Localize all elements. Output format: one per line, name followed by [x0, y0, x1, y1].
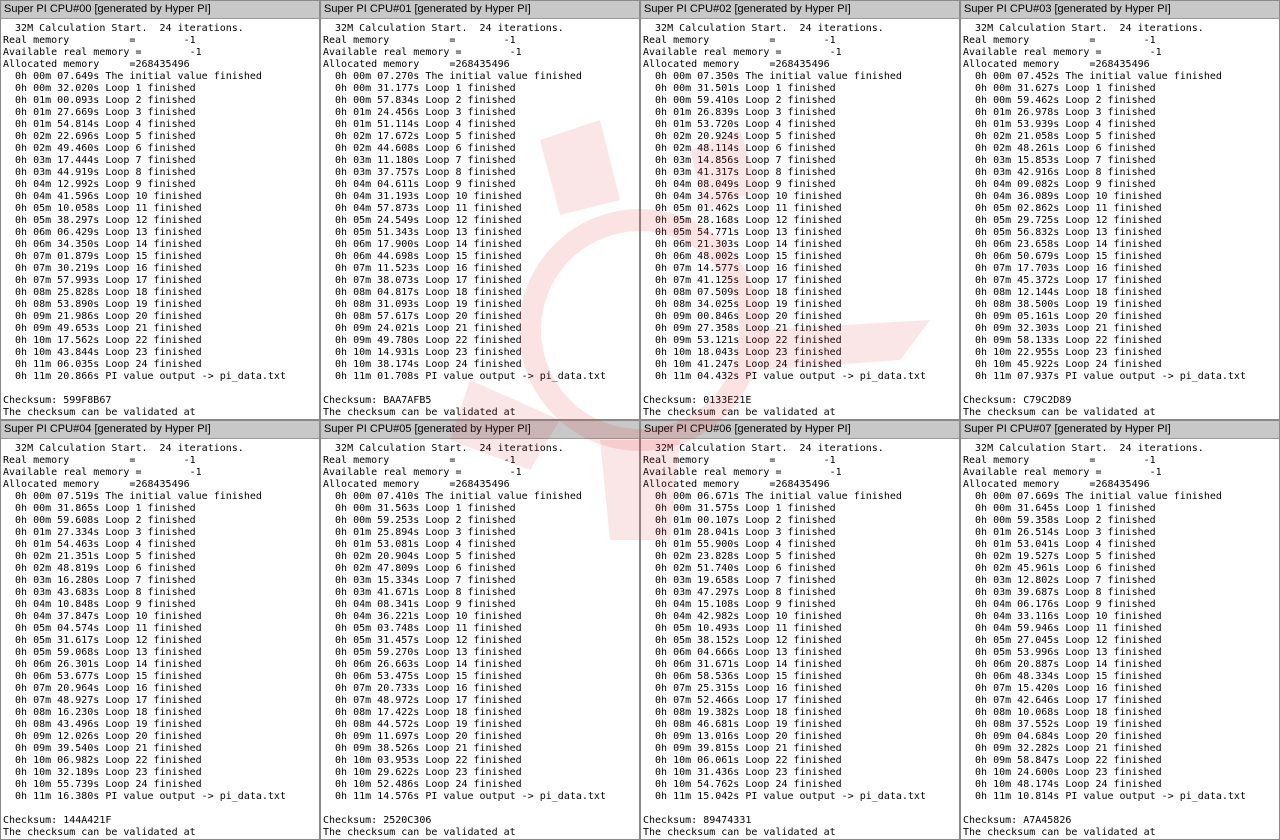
- log-line: 0h 03m 17.444s Loop 7 finished: [3, 155, 196, 166]
- log-line: 0h 11m 10.814s PI value output -> pi_data.txt: [963, 791, 1246, 802]
- super-pi-window-cpu6[interactable]: [640, 420, 960, 840]
- log-line: 0h 02m 45.961s Loop 6 finished: [963, 563, 1156, 574]
- window-titlebar[interactable]: Super PI CPU#01 [generated by Hyper PI]: [321, 1, 639, 19]
- log-line: 0h 08m 07.509s Loop 18 finished: [643, 287, 842, 298]
- log-line: 0h 00m 59.410s Loop 2 finished: [643, 95, 836, 106]
- log-line: 0h 06m 48.002s Loop 15 finished: [643, 251, 842, 262]
- log-header-line: Real memory = -1: [323, 455, 516, 466]
- log-line: 0h 08m 37.552s Loop 19 finished: [963, 719, 1162, 730]
- checksum-note-line: The checksum can be validated at: [323, 407, 516, 418]
- log-line: 0h 08m 16.230s Loop 18 finished: [3, 707, 202, 718]
- log-line: 0h 00m 31.645s Loop 1 finished: [963, 503, 1156, 514]
- blank-line: [963, 383, 1279, 395]
- log-line: 0h 07m 20.733s Loop 16 finished: [323, 683, 522, 694]
- log-line: 0h 11m 06.035s Loop 24 finished: [3, 359, 202, 370]
- log-header-line: Allocated memory =268435496: [323, 59, 510, 70]
- log-line: 0h 00m 07.452s The initial value finished: [963, 71, 1222, 82]
- log-line: 0h 01m 26.514s Loop 3 finished: [963, 527, 1156, 538]
- log-line: 0h 11m 16.380s PI value output -> pi_data.txt: [3, 791, 286, 802]
- log-line: 0h 00m 31.575s Loop 1 finished: [643, 503, 836, 514]
- window-titlebar[interactable]: Super PI CPU#00 [generated by Hyper PI]: [1, 1, 319, 19]
- log-line: 0h 05m 10.493s Loop 11 finished: [643, 623, 842, 634]
- log-line: 0h 06m 48.334s Loop 15 finished: [963, 671, 1162, 682]
- window-titlebar[interactable]: Super PI CPU#07 [generated by Hyper PI]: [961, 421, 1279, 439]
- log-header-line: Real memory = -1: [643, 455, 836, 466]
- log-line: 0h 06m 23.658s Loop 14 finished: [963, 239, 1162, 250]
- log-line: 0h 04m 33.116s Loop 10 finished: [963, 611, 1162, 622]
- log-line: 0h 07m 01.879s Loop 15 finished: [3, 251, 202, 262]
- log-header-line: Available real memory = -1: [643, 47, 842, 58]
- log-line: 0h 09m 32.282s Loop 21 finished: [963, 743, 1162, 754]
- log-line: 0h 06m 06.429s Loop 13 finished: [3, 227, 202, 238]
- super-pi-window-cpu3[interactable]: [960, 0, 1280, 420]
- log-line: 0h 10m 52.486s Loop 24 finished: [323, 779, 522, 790]
- log-line: 0h 06m 53.677s Loop 15 finished: [3, 671, 202, 682]
- log-line: 0h 03m 37.757s Loop 8 finished: [323, 167, 516, 178]
- blank-line: [3, 383, 319, 395]
- log-line: 0h 10m 32.189s Loop 23 finished: [3, 767, 202, 778]
- log-header-line: 32M Calculation Start. 24 iterations.: [3, 23, 244, 34]
- log-line: 0h 04m 36.089s Loop 10 finished: [963, 191, 1162, 202]
- log-line: 0h 03m 15.853s Loop 7 finished: [963, 155, 1156, 166]
- log-header-line: Real memory = -1: [963, 35, 1156, 46]
- log-line: 0h 06m 31.671s Loop 14 finished: [643, 659, 842, 670]
- log-line: 0h 10m 14.931s Loop 23 finished: [323, 347, 522, 358]
- log-line: 0h 10m 22.955s Loop 23 finished: [963, 347, 1162, 358]
- log-header-line: Real memory = -1: [3, 455, 196, 466]
- log-line: 0h 05m 59.270s Loop 13 finished: [323, 647, 522, 658]
- log-line: 0h 07m 57.993s Loop 17 finished: [3, 275, 202, 286]
- log-line: 0h 03m 44.919s Loop 8 finished: [3, 167, 196, 178]
- log-header-line: Allocated memory =268435496: [3, 479, 190, 490]
- log-line: 0h 08m 38.500s Loop 19 finished: [963, 299, 1162, 310]
- log-line: 0h 05m 02.862s Loop 11 finished: [963, 203, 1162, 214]
- blank-line: [3, 803, 319, 815]
- log-line: 0h 06m 44.698s Loop 15 finished: [323, 251, 522, 262]
- log-line: 0h 01m 00.107s Loop 2 finished: [643, 515, 836, 526]
- log-line: 0h 10m 24.600s Loop 23 finished: [963, 767, 1162, 778]
- checksum-line: Checksum: 599F8B67: [3, 395, 112, 406]
- checksum-line: Checksum: 0133E21E: [643, 395, 752, 406]
- checksum-note-line: The checksum can be validated at: [3, 827, 196, 838]
- log-output: [323, 443, 639, 839]
- log-line: 0h 10m 45.922s Loop 24 finished: [963, 359, 1162, 370]
- log-line: 0h 10m 38.174s Loop 24 finished: [323, 359, 522, 370]
- log-line: 0h 02m 48.114s Loop 6 finished: [643, 143, 836, 154]
- log-line: 0h 04m 12.992s Loop 9 finished: [3, 179, 196, 190]
- log-line: 0h 06m 26.663s Loop 14 finished: [323, 659, 522, 670]
- log-line: 0h 01m 54.463s Loop 4 finished: [3, 539, 196, 550]
- log-line: 0h 07m 20.964s Loop 16 finished: [3, 683, 202, 694]
- log-line: 0h 06m 04.666s Loop 13 finished: [643, 647, 842, 658]
- log-header-line: Real memory = -1: [963, 455, 1156, 466]
- log-line: 0h 00m 59.608s Loop 2 finished: [3, 515, 196, 526]
- log-line: 0h 10m 18.043s Loop 23 finished: [643, 347, 842, 358]
- log-line: 0h 00m 31.501s Loop 1 finished: [643, 83, 836, 94]
- log-header-line: Allocated memory =268435496: [963, 479, 1150, 490]
- log-line: 0h 00m 07.410s The initial value finished: [323, 491, 582, 502]
- log-header-line: 32M Calculation Start. 24 iterations.: [643, 23, 884, 34]
- log-line: 0h 03m 43.683s Loop 8 finished: [3, 587, 196, 598]
- log-line: 0h 07m 11.523s Loop 16 finished: [323, 263, 522, 274]
- log-line: 0h 03m 41.317s Loop 8 finished: [643, 167, 836, 178]
- log-line: 0h 02m 20.904s Loop 5 finished: [323, 551, 516, 562]
- log-line: 0h 08m 57.617s Loop 20 finished: [323, 311, 522, 322]
- log-line: 0h 08m 25.828s Loop 18 finished: [3, 287, 202, 298]
- log-line: 0h 07m 41.125s Loop 17 finished: [643, 275, 842, 286]
- log-line: 0h 04m 09.082s Loop 9 finished: [963, 179, 1156, 190]
- log-line: 0h 06m 20.887s Loop 14 finished: [963, 659, 1162, 670]
- log-line: 0h 00m 07.669s The initial value finished: [963, 491, 1222, 502]
- log-line: 0h 09m 12.026s Loop 20 finished: [3, 731, 202, 742]
- log-line: 0h 07m 14.577s Loop 16 finished: [643, 263, 842, 274]
- log-line: 0h 00m 57.834s Loop 2 finished: [323, 95, 516, 106]
- log-line: 0h 09m 21.986s Loop 20 finished: [3, 311, 202, 322]
- log-line: 0h 04m 04.611s Loop 9 finished: [323, 179, 516, 190]
- log-line: 0h 00m 31.563s Loop 1 finished: [323, 503, 516, 514]
- log-line: 0h 01m 55.900s Loop 4 finished: [643, 539, 836, 550]
- log-line: 0h 08m 10.068s Loop 18 finished: [963, 707, 1162, 718]
- log-line: 0h 02m 17.672s Loop 5 finished: [323, 131, 516, 142]
- log-line: 0h 01m 00.093s Loop 2 finished: [3, 95, 196, 106]
- blank-line: [323, 803, 639, 815]
- checksum-note-line: The checksum can be validated at: [323, 827, 516, 838]
- log-line: 0h 05m 04.574s Loop 11 finished: [3, 623, 202, 634]
- log-line: 0h 05m 51.343s Loop 13 finished: [323, 227, 522, 238]
- log-line: 0h 08m 19.382s Loop 18 finished: [643, 707, 842, 718]
- log-header-line: 32M Calculation Start. 24 iterations.: [963, 443, 1204, 454]
- log-header-line: Available real memory = -1: [3, 467, 202, 478]
- log-line: 0h 09m 39.540s Loop 21 finished: [3, 743, 202, 754]
- log-line: 0h 05m 31.617s Loop 12 finished: [3, 635, 202, 646]
- log-output: [3, 23, 319, 419]
- log-header-line: Available real memory = -1: [963, 47, 1162, 58]
- window-titlebar[interactable]: Super PI CPU#02 [generated by Hyper PI]: [641, 1, 959, 19]
- log-header-line: Allocated memory =268435496: [643, 59, 830, 70]
- blank-line: [323, 383, 639, 395]
- log-line: 0h 05m 59.068s Loop 13 finished: [3, 647, 202, 658]
- checksum-line: Checksum: 144A421F: [3, 815, 112, 826]
- super-pi-window-cpu5[interactable]: [320, 420, 640, 840]
- checksum-note-line: The checksum can be validated at: [3, 407, 196, 418]
- log-line: 0h 07m 48.927s Loop 17 finished: [3, 695, 202, 706]
- log-line: 0h 02m 48.819s Loop 6 finished: [3, 563, 196, 574]
- log-line: 0h 00m 07.350s The initial value finished: [643, 71, 902, 82]
- log-line: 0h 03m 16.280s Loop 7 finished: [3, 575, 196, 586]
- log-line: 0h 03m 14.856s Loop 7 finished: [643, 155, 836, 166]
- log-line: 0h 08m 04.817s Loop 18 finished: [323, 287, 522, 298]
- log-line: 0h 07m 45.372s Loop 17 finished: [963, 275, 1162, 286]
- log-line: 0h 05m 10.058s Loop 11 finished: [3, 203, 202, 214]
- log-line: 0h 10m 06.982s Loop 22 finished: [3, 755, 202, 766]
- log-line: 0h 01m 53.081s Loop 4 finished: [323, 539, 516, 550]
- log-line: 0h 00m 59.253s Loop 2 finished: [323, 515, 516, 526]
- log-line: 0h 04m 06.176s Loop 9 finished: [963, 599, 1156, 610]
- log-line: 0h 03m 19.658s Loop 7 finished: [643, 575, 836, 586]
- log-header-line: Real memory = -1: [323, 35, 516, 46]
- log-line: 0h 10m 03.953s Loop 22 finished: [323, 755, 522, 766]
- log-line: 0h 03m 12.802s Loop 7 finished: [963, 575, 1156, 586]
- blank-line: [963, 803, 1279, 815]
- log-line: 0h 10m 31.436s Loop 23 finished: [643, 767, 842, 778]
- log-line: 0h 09m 49.780s Loop 22 finished: [323, 335, 522, 346]
- log-line: 0h 00m 32.020s Loop 1 finished: [3, 83, 196, 94]
- log-output: [963, 23, 1279, 419]
- log-line: 0h 11m 07.937s PI value output -> pi_data.txt: [963, 371, 1246, 382]
- log-line: 0h 00m 31.865s Loop 1 finished: [3, 503, 196, 514]
- log-header-line: Available real memory = -1: [323, 47, 522, 58]
- log-line: 0h 06m 50.679s Loop 15 finished: [963, 251, 1162, 262]
- log-line: 0h 02m 21.351s Loop 5 finished: [3, 551, 196, 562]
- checksum-note-line: The checksum can be validated at: [963, 827, 1156, 838]
- log-line: 0h 09m 24.021s Loop 21 finished: [323, 323, 522, 334]
- log-output: [643, 443, 959, 839]
- log-line: 0h 02m 47.809s Loop 6 finished: [323, 563, 516, 574]
- log-line: 0h 09m 39.815s Loop 21 finished: [643, 743, 842, 754]
- log-line: 0h 09m 04.684s Loop 20 finished: [963, 731, 1162, 742]
- log-line: 0h 00m 06.671s The initial value finished: [643, 491, 902, 502]
- log-line: 0h 11m 04.432s PI value output -> pi_data.txt: [643, 371, 926, 382]
- log-line: 0h 00m 07.270s The initial value finished: [323, 71, 582, 82]
- log-line: 0h 04m 31.193s Loop 10 finished: [323, 191, 522, 202]
- log-line: 0h 00m 31.627s Loop 1 finished: [963, 83, 1156, 94]
- log-line: 0h 07m 38.073s Loop 17 finished: [323, 275, 522, 286]
- log-header-line: Allocated memory =268435496: [323, 479, 510, 490]
- log-line: 0h 06m 21.303s Loop 14 finished: [643, 239, 842, 250]
- log-line: 0h 09m 58.847s Loop 22 finished: [963, 755, 1162, 766]
- log-line: 0h 02m 51.740s Loop 6 finished: [643, 563, 836, 574]
- log-line: 0h 09m 11.697s Loop 20 finished: [323, 731, 522, 742]
- checksum-line: Checksum: 2520C306: [323, 815, 432, 826]
- log-line: 0h 08m 17.422s Loop 18 finished: [323, 707, 522, 718]
- log-line: 0h 10m 06.061s Loop 22 finished: [643, 755, 842, 766]
- log-header-line: Real memory = -1: [643, 35, 836, 46]
- log-line: 0h 08m 34.025s Loop 19 finished: [643, 299, 842, 310]
- log-line: 0h 07m 15.420s Loop 16 finished: [963, 683, 1162, 694]
- log-line: 0h 09m 49.653s Loop 21 finished: [3, 323, 202, 334]
- checksum-line: Checksum: A7A45826: [963, 815, 1072, 826]
- log-line: 0h 11m 20.866s PI value output -> pi_data.txt: [3, 371, 286, 382]
- log-header-line: 32M Calculation Start. 24 iterations.: [323, 443, 564, 454]
- log-line: 0h 09m 13.016s Loop 20 finished: [643, 731, 842, 742]
- log-line: 0h 06m 17.900s Loop 14 finished: [323, 239, 522, 250]
- log-line: 0h 01m 27.334s Loop 3 finished: [3, 527, 196, 538]
- log-line: 0h 02m 49.460s Loop 6 finished: [3, 143, 196, 154]
- log-line: 0h 03m 42.916s Loop 8 finished: [963, 167, 1156, 178]
- log-line: 0h 05m 38.152s Loop 12 finished: [643, 635, 842, 646]
- log-output: [963, 443, 1279, 839]
- log-line: 0h 09m 05.161s Loop 20 finished: [963, 311, 1162, 322]
- window-titlebar[interactable]: Super PI CPU#06 [generated by Hyper PI]: [641, 421, 959, 439]
- log-line: 0h 09m 38.526s Loop 21 finished: [323, 743, 522, 754]
- log-line: 0h 07m 42.646s Loop 17 finished: [963, 695, 1162, 706]
- log-line: 0h 03m 39.687s Loop 8 finished: [963, 587, 1156, 598]
- log-line: 0h 02m 48.261s Loop 6 finished: [963, 143, 1156, 154]
- checksum-note-line: The checksum can be validated at: [643, 407, 836, 418]
- log-line: 0h 04m 59.946s Loop 11 finished: [963, 623, 1162, 634]
- log-line: 0h 11m 14.576s PI value output -> pi_data.txt: [323, 791, 606, 802]
- log-line: 0h 05m 53.996s Loop 13 finished: [963, 647, 1162, 658]
- log-line: 0h 01m 26.839s Loop 3 finished: [643, 107, 836, 118]
- log-line: 0h 04m 15.108s Loop 9 finished: [643, 599, 836, 610]
- log-line: 0h 03m 11.180s Loop 7 finished: [323, 155, 516, 166]
- log-line: 0h 09m 58.133s Loop 22 finished: [963, 335, 1162, 346]
- log-output: [323, 23, 639, 419]
- log-line: 0h 10m 55.739s Loop 24 finished: [3, 779, 202, 790]
- log-line: 0h 05m 29.725s Loop 12 finished: [963, 215, 1162, 226]
- log-line: 0h 07m 52.466s Loop 17 finished: [643, 695, 842, 706]
- log-header-line: Available real memory = -1: [323, 467, 522, 478]
- log-line: 0h 01m 53.720s Loop 4 finished: [643, 119, 836, 130]
- log-line: 0h 03m 15.334s Loop 7 finished: [323, 575, 516, 586]
- log-line: 0h 00m 07.519s The initial value finished: [3, 491, 262, 502]
- log-line: 0h 02m 44.608s Loop 6 finished: [323, 143, 516, 154]
- log-line: 0h 05m 54.771s Loop 13 finished: [643, 227, 842, 238]
- blank-line: [643, 803, 959, 815]
- log-line: 0h 10m 17.562s Loop 22 finished: [3, 335, 202, 346]
- window-titlebar[interactable]: Super PI CPU#04 [generated by Hyper PI]: [1, 421, 319, 439]
- log-line: 0h 04m 08.341s Loop 9 finished: [323, 599, 516, 610]
- log-line: 0h 09m 32.303s Loop 21 finished: [963, 323, 1162, 334]
- log-line: 0h 06m 34.350s Loop 14 finished: [3, 239, 202, 250]
- log-line: 0h 11m 01.708s PI value output -> pi_data.txt: [323, 371, 606, 382]
- log-header-line: Allocated memory =268435496: [963, 59, 1150, 70]
- log-line: 0h 07m 25.315s Loop 16 finished: [643, 683, 842, 694]
- window-titlebar[interactable]: Super PI CPU#05 [generated by Hyper PI]: [321, 421, 639, 439]
- log-line: 0h 05m 24.549s Loop 12 finished: [323, 215, 522, 226]
- log-line: 0h 07m 48.972s Loop 17 finished: [323, 695, 522, 706]
- log-line: 0h 03m 47.297s Loop 8 finished: [643, 587, 836, 598]
- window-titlebar[interactable]: Super PI CPU#03 [generated by Hyper PI]: [961, 1, 1279, 19]
- log-line: 0h 01m 28.041s Loop 3 finished: [643, 527, 836, 538]
- log-line: 0h 04m 42.982s Loop 10 finished: [643, 611, 842, 622]
- log-line: 0h 02m 21.058s Loop 5 finished: [963, 131, 1156, 142]
- log-header-line: Allocated memory =268435496: [3, 59, 190, 70]
- log-line: 0h 03m 41.671s Loop 8 finished: [323, 587, 516, 598]
- log-line: 0h 02m 19.527s Loop 5 finished: [963, 551, 1156, 562]
- log-line: 0h 00m 31.177s Loop 1 finished: [323, 83, 516, 94]
- log-line: 0h 00m 59.462s Loop 2 finished: [963, 95, 1156, 106]
- log-output: [643, 23, 959, 419]
- log-line: 0h 04m 57.873s Loop 11 finished: [323, 203, 522, 214]
- log-line: 0h 11m 15.042s PI value output -> pi_data.txt: [643, 791, 926, 802]
- log-line: 0h 10m 54.762s Loop 24 finished: [643, 779, 842, 790]
- log-line: 0h 05m 27.045s Loop 12 finished: [963, 635, 1162, 646]
- log-header-line: 32M Calculation Start. 24 iterations.: [3, 443, 244, 454]
- log-line: 0h 08m 12.144s Loop 18 finished: [963, 287, 1162, 298]
- super-pi-window-cpu4[interactable]: [0, 420, 320, 840]
- log-line: 0h 04m 08.049s Loop 9 finished: [643, 179, 836, 190]
- log-header-line: Allocated memory =268435496: [643, 479, 830, 490]
- log-line: 0h 10m 41.247s Loop 24 finished: [643, 359, 842, 370]
- super-pi-window-cpu7[interactable]: [960, 420, 1280, 840]
- log-line: 0h 05m 56.832s Loop 13 finished: [963, 227, 1162, 238]
- log-line: 0h 05m 31.457s Loop 12 finished: [323, 635, 522, 646]
- log-line: 0h 04m 37.847s Loop 10 finished: [3, 611, 202, 622]
- checksum-note-line: The checksum can be validated at: [963, 407, 1156, 418]
- checksum-line: Checksum: C79C2D89: [963, 395, 1072, 406]
- super-pi-window-cpu2[interactable]: [640, 0, 960, 420]
- log-line: 0h 10m 43.844s Loop 23 finished: [3, 347, 202, 358]
- log-line: 0h 07m 30.219s Loop 16 finished: [3, 263, 202, 274]
- log-header-line: Available real memory = -1: [643, 467, 842, 478]
- log-line: 0h 10m 29.622s Loop 23 finished: [323, 767, 522, 778]
- log-line: 0h 09m 27.358s Loop 21 finished: [643, 323, 842, 334]
- log-line: 0h 01m 53.041s Loop 4 finished: [963, 539, 1156, 550]
- log-line: 0h 01m 54.814s Loop 4 finished: [3, 119, 196, 130]
- log-line: 0h 05m 03.748s Loop 11 finished: [323, 623, 522, 634]
- log-line: 0h 07m 17.703s Loop 16 finished: [963, 263, 1162, 274]
- log-header-line: 32M Calculation Start. 24 iterations.: [643, 443, 884, 454]
- log-line: 0h 08m 31.093s Loop 19 finished: [323, 299, 522, 310]
- log-header-line: Real memory = -1: [3, 35, 196, 46]
- log-line: 0h 06m 58.536s Loop 15 finished: [643, 671, 842, 682]
- log-line: 0h 04m 36.221s Loop 10 finished: [323, 611, 522, 622]
- log-line: 0h 05m 01.462s Loop 11 finished: [643, 203, 842, 214]
- log-line: 0h 04m 34.576s Loop 10 finished: [643, 191, 842, 202]
- super-pi-window-cpu1[interactable]: [320, 0, 640, 420]
- log-line: 0h 05m 38.297s Loop 12 finished: [3, 215, 202, 226]
- checksum-line: Checksum: 89474331: [643, 815, 752, 826]
- log-line: 0h 09m 53.121s Loop 22 finished: [643, 335, 842, 346]
- log-header-line: Available real memory = -1: [3, 47, 202, 58]
- log-line: 0h 04m 41.596s Loop 10 finished: [3, 191, 202, 202]
- log-line: 0h 00m 07.649s The initial value finished: [3, 71, 262, 82]
- log-line: 0h 08m 43.496s Loop 19 finished: [3, 719, 202, 730]
- log-header-line: Available real memory = -1: [963, 467, 1162, 478]
- log-output: [3, 443, 319, 839]
- log-line: 0h 00m 59.358s Loop 2 finished: [963, 515, 1156, 526]
- checksum-line: Checksum: BAA7AFB5: [323, 395, 432, 406]
- log-line: 0h 05m 28.168s Loop 12 finished: [643, 215, 842, 226]
- log-line: 0h 01m 27.669s Loop 3 finished: [3, 107, 196, 118]
- log-line: 0h 06m 53.475s Loop 15 finished: [323, 671, 522, 682]
- log-line: 0h 06m 26.301s Loop 14 finished: [3, 659, 202, 670]
- log-line: 0h 02m 23.828s Loop 5 finished: [643, 551, 836, 562]
- log-line: 0h 09m 00.846s Loop 20 finished: [643, 311, 842, 322]
- log-line: 0h 01m 51.114s Loop 4 finished: [323, 119, 516, 130]
- checksum-note-line: The checksum can be validated at: [643, 827, 836, 838]
- log-line: 0h 08m 53.890s Loop 19 finished: [3, 299, 202, 310]
- log-header-line: 32M Calculation Start. 24 iterations.: [323, 23, 564, 34]
- log-line: 0h 08m 46.681s Loop 19 finished: [643, 719, 842, 730]
- log-line: 0h 01m 53.939s Loop 4 finished: [963, 119, 1156, 130]
- log-line: 0h 01m 24.456s Loop 3 finished: [323, 107, 516, 118]
- log-line: 0h 02m 20.924s Loop 5 finished: [643, 131, 836, 142]
- blank-line: [643, 383, 959, 395]
- super-pi-window-cpu0[interactable]: [0, 0, 320, 420]
- log-line: 0h 02m 22.696s Loop 5 finished: [3, 131, 196, 142]
- log-line: 0h 08m 44.572s Loop 19 finished: [323, 719, 522, 730]
- log-header-line: 32M Calculation Start. 24 iterations.: [963, 23, 1204, 34]
- log-line: 0h 01m 26.978s Loop 3 finished: [963, 107, 1156, 118]
- log-line: 0h 10m 48.174s Loop 24 finished: [963, 779, 1162, 790]
- log-line: 0h 04m 10.848s Loop 9 finished: [3, 599, 196, 610]
- log-line: 0h 01m 25.894s Loop 3 finished: [323, 527, 516, 538]
